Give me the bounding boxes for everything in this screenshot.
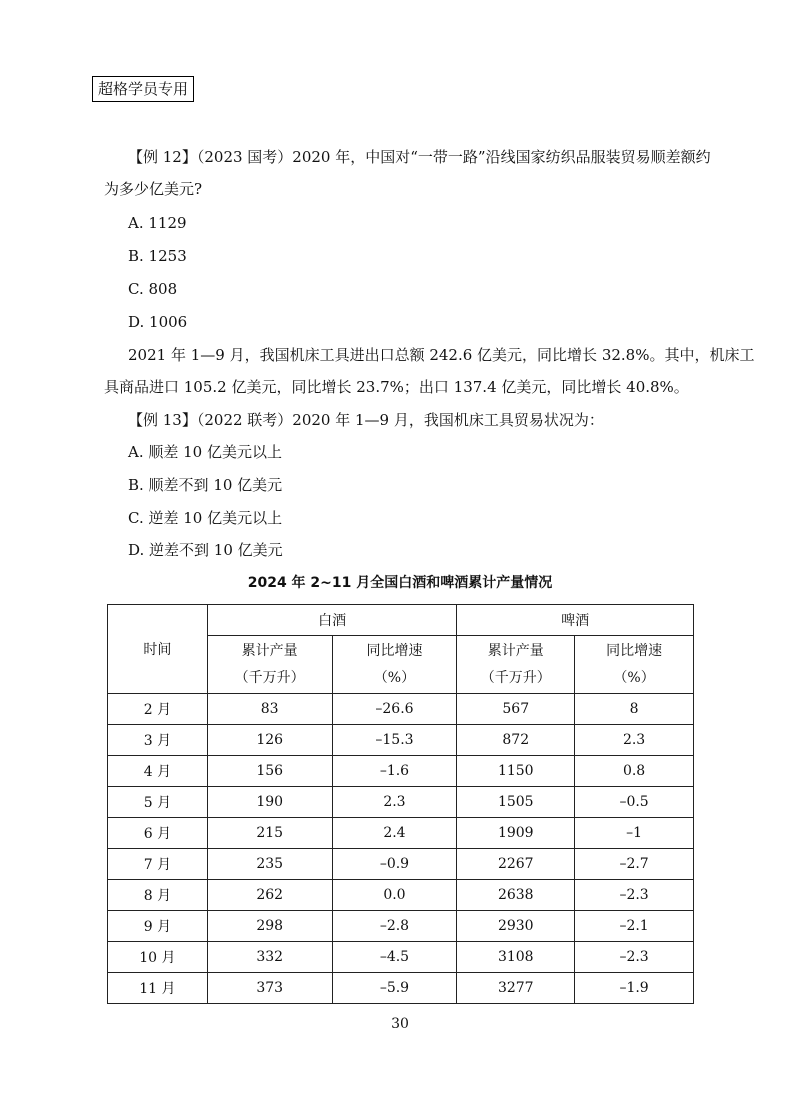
- cell-beer-output: 1150: [457, 756, 575, 787]
- example12-option-a: A. 1129: [128, 214, 187, 232]
- header-baijiu-growth: 同比增速 （%）: [332, 636, 457, 694]
- example13-option-b: B. 顺差不到 10 亿美元: [128, 476, 283, 494]
- header-time: 时间: [108, 605, 208, 694]
- material-line2: 具商品进口 105.2 亿美元，同比增长 23.7%；出口 137.4 亿美元，同比增长 40.8%。: [104, 378, 689, 396]
- cell-month: 2 月: [108, 694, 208, 725]
- header-beer-output: 累计产量 （千万升）: [457, 636, 575, 694]
- cell-baijiu-growth: –0.9: [332, 849, 457, 880]
- example12-option-d: D. 1006: [128, 313, 188, 331]
- cell-beer-growth: –1: [575, 818, 694, 849]
- example12-question-line2: 为多少亿美元?: [104, 180, 203, 198]
- example12-option-c: C. 808: [128, 280, 178, 298]
- cell-beer-growth: –0.5: [575, 787, 694, 818]
- cell-month: 5 月: [108, 787, 208, 818]
- example13-question: 【例 13】（2022 联考）2020 年 1—9 月，我国机床工具贸易状况为：: [128, 411, 604, 429]
- example13-option-c: C. 逆差 10 亿美元以上: [128, 509, 283, 527]
- cell-month: 7 月: [108, 849, 208, 880]
- table-row: [108, 849, 694, 880]
- cell-month: 3 月: [108, 725, 208, 756]
- table-row: [108, 694, 694, 725]
- cell-beer-output: 1505: [457, 787, 575, 818]
- cell-baijiu-output: 215: [207, 818, 332, 849]
- cell-baijiu-output: 83: [207, 694, 332, 725]
- cell-month: 8 月: [108, 880, 208, 911]
- cell-baijiu-growth: –1.6: [332, 756, 457, 787]
- table-row: [108, 973, 694, 1004]
- cell-beer-output: 3108: [457, 942, 575, 973]
- cell-beer-output: 1909: [457, 818, 575, 849]
- cell-baijiu-growth: –5.9: [332, 973, 457, 1004]
- cell-month: 6 月: [108, 818, 208, 849]
- cell-baijiu-output: 298: [207, 911, 332, 942]
- cell-baijiu-growth: 2.4: [332, 818, 457, 849]
- header-beer: 啤酒: [457, 605, 694, 636]
- header-baijiu: 白酒: [207, 605, 457, 636]
- cell-beer-output: 3277: [457, 973, 575, 1004]
- table-title: 2024 年 2~11 月全国白酒和啤酒累计产量情况: [247, 575, 553, 591]
- cell-month: 4 月: [108, 756, 208, 787]
- cell-baijiu-output: 190: [207, 787, 332, 818]
- cell-beer-output: 2638: [457, 880, 575, 911]
- page-number: 30: [391, 1016, 409, 1032]
- cell-month: 11 月: [108, 973, 208, 1004]
- example12-option-b: B. 1253: [128, 247, 187, 265]
- cell-baijiu-output: 235: [207, 849, 332, 880]
- cell-baijiu-growth: –15.3: [332, 725, 457, 756]
- table-row: [108, 880, 694, 911]
- cell-baijiu-growth: 2.3: [332, 787, 457, 818]
- cell-beer-growth: –1.9: [575, 973, 694, 1004]
- cell-month: 10 月: [108, 942, 208, 973]
- cell-baijiu-output: 373: [207, 973, 332, 1004]
- cell-month: 9 月: [108, 911, 208, 942]
- header-tag: 超格学员专用: [92, 76, 194, 102]
- cell-baijiu-growth: –2.8: [332, 911, 457, 942]
- table-row: [108, 756, 694, 787]
- material-line1: 2021 年 1—9 月，我国机床工具进出口总额 242.6 亿美元，同比增长 32.8%。其中，机床工: [128, 346, 755, 364]
- cell-beer-growth: –2.3: [575, 942, 694, 973]
- cell-baijiu-output: 126: [207, 725, 332, 756]
- cell-beer-output: 872: [457, 725, 575, 756]
- cell-beer-growth: –2.3: [575, 880, 694, 911]
- cell-beer-output: 2930: [457, 911, 575, 942]
- cell-baijiu-output: 156: [207, 756, 332, 787]
- header-baijiu-output: 累计产量 （千万升）: [207, 636, 332, 694]
- cell-beer-growth: –2.7: [575, 849, 694, 880]
- example12-question-line1: 【例 12】（2023 国考）2020 年，中国对“一带一路”沿线国家纺织品服装贸易顺差额约: [128, 148, 711, 166]
- cell-beer-growth: 2.3: [575, 725, 694, 756]
- production-table: [107, 604, 694, 1004]
- table-row: [108, 942, 694, 973]
- cell-beer-growth: –2.1: [575, 911, 694, 942]
- cell-baijiu-growth: –26.6: [332, 694, 457, 725]
- table-row: [108, 725, 694, 756]
- example13-option-d: D. 逆差不到 10 亿美元: [128, 541, 283, 559]
- table-row: [108, 787, 694, 818]
- cell-beer-growth: 0.8: [575, 756, 694, 787]
- cell-beer-output: 567: [457, 694, 575, 725]
- header-beer-growth: 同比增速 （%）: [575, 636, 694, 694]
- table-row: [108, 818, 694, 849]
- cell-beer-output: 2267: [457, 849, 575, 880]
- table-row: [108, 911, 694, 942]
- cell-beer-growth: 8: [575, 694, 694, 725]
- cell-baijiu-growth: –4.5: [332, 942, 457, 973]
- cell-baijiu-output: 262: [207, 880, 332, 911]
- cell-baijiu-output: 332: [207, 942, 332, 973]
- cell-baijiu-growth: 0.0: [332, 880, 457, 911]
- example13-option-a: A. 顺差 10 亿美元以上: [128, 443, 282, 461]
